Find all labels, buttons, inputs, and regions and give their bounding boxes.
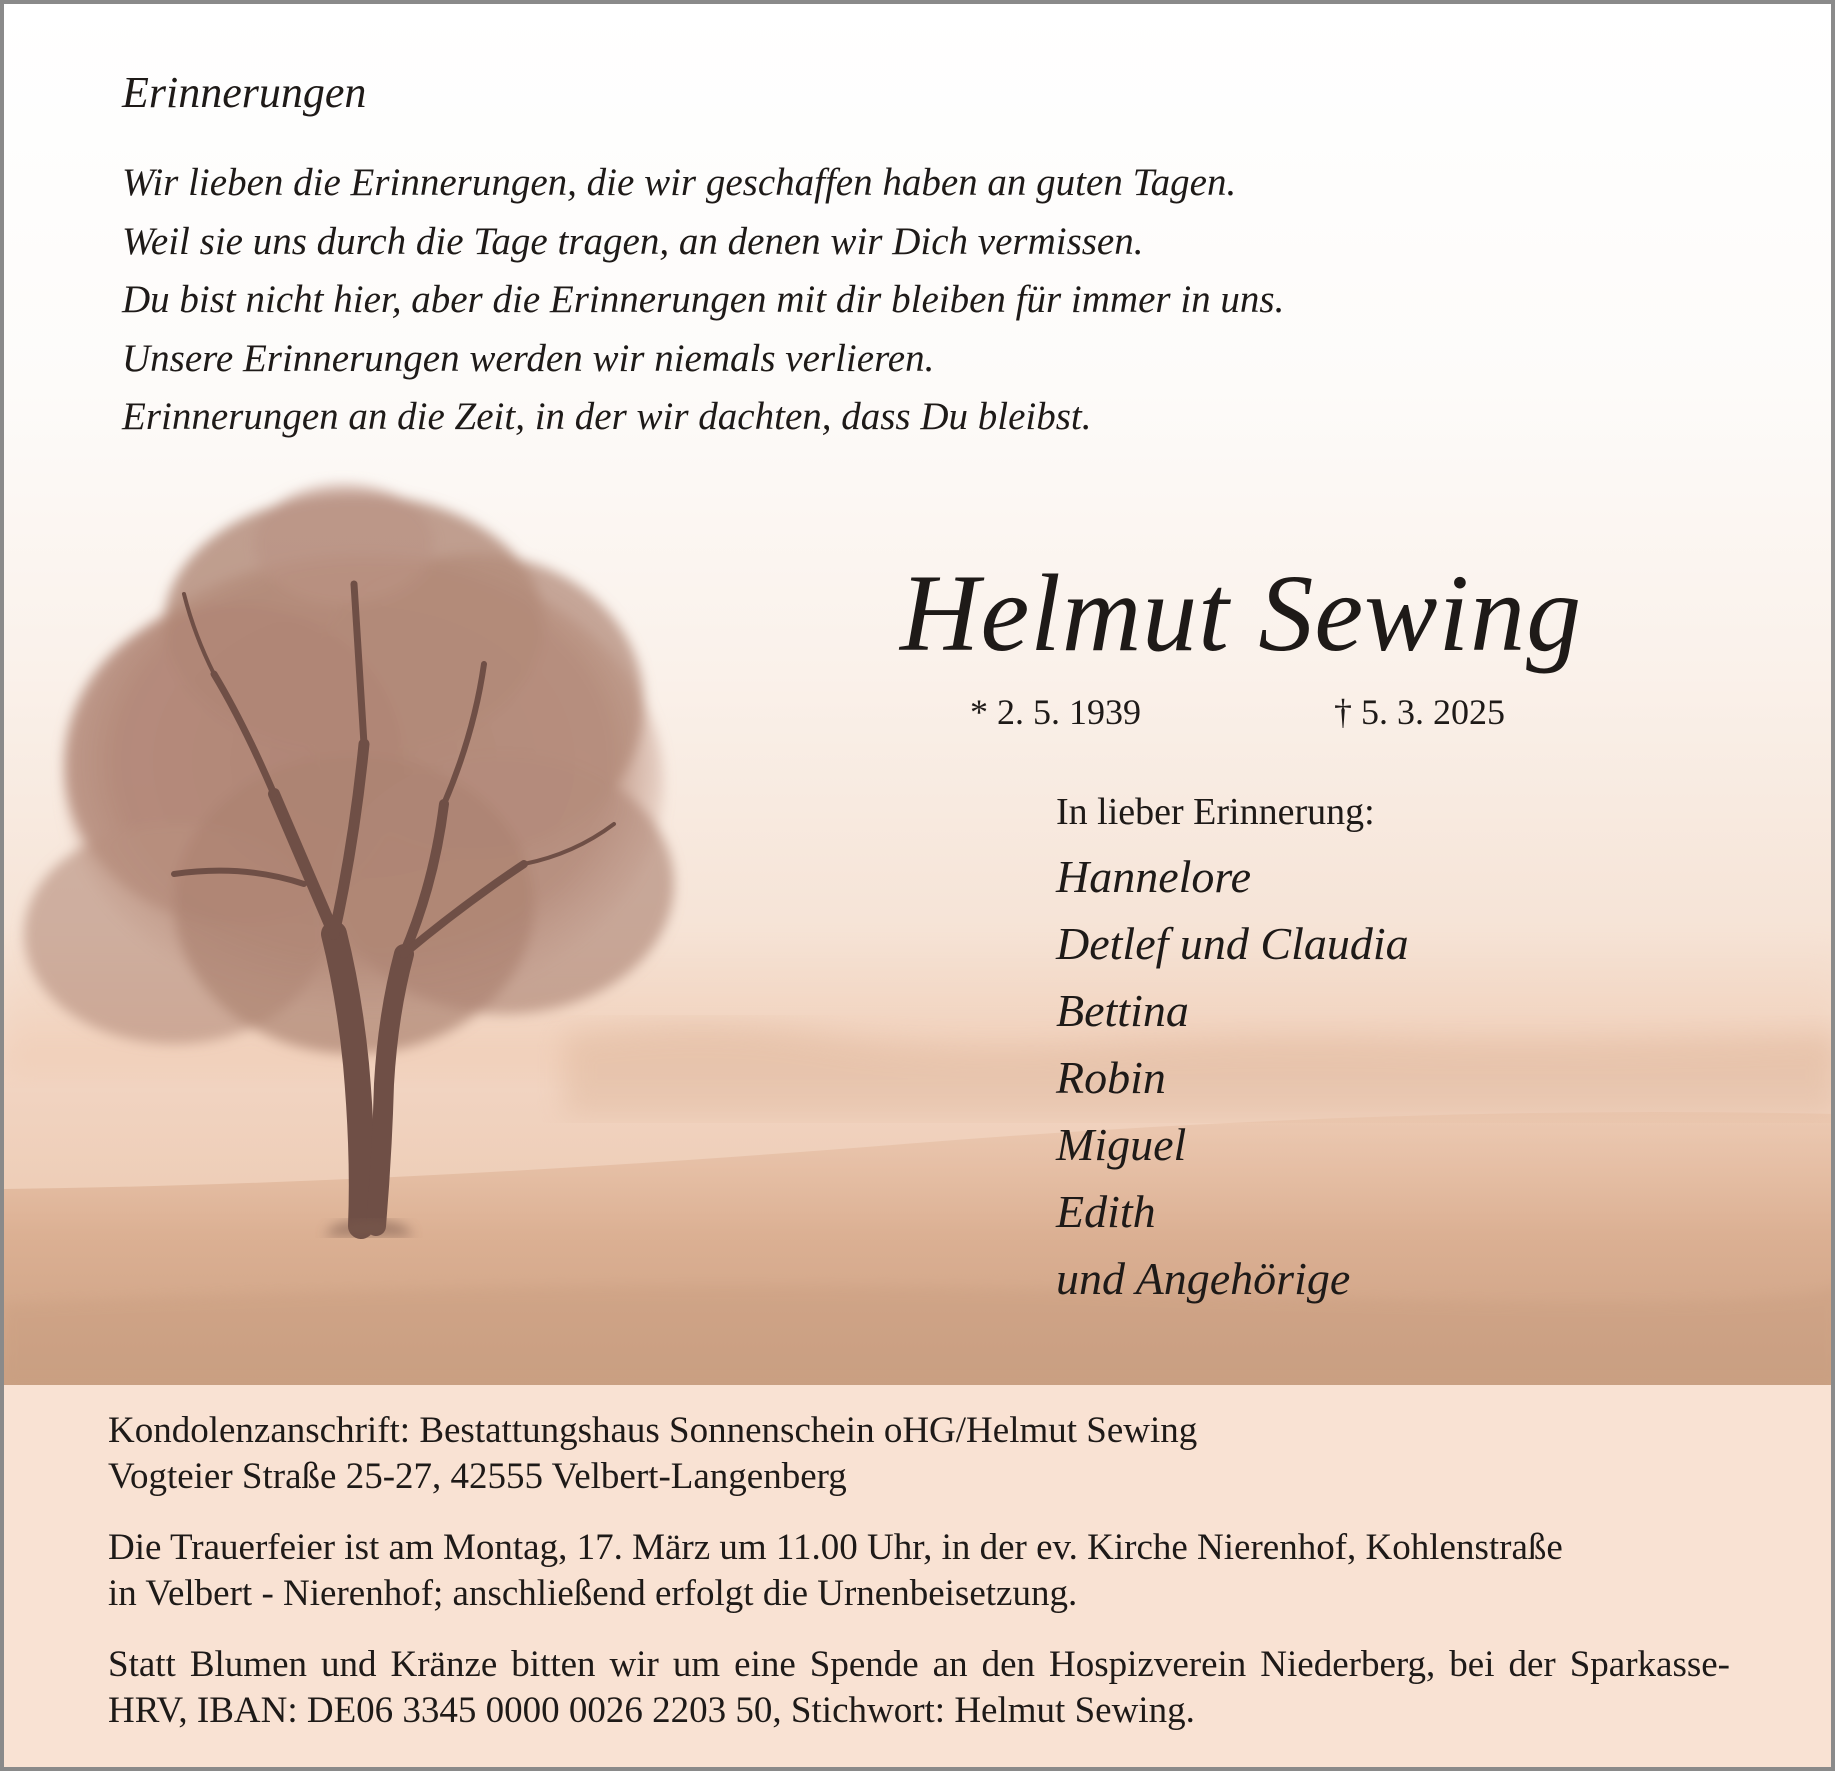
memory-label: In lieber Erinnerung:	[1056, 791, 1375, 833]
mourner-name: Bettina	[1056, 985, 1189, 1036]
mourner-name: Edith	[1056, 1186, 1156, 1237]
condolence-line: Vogteier Straße 25-27, 42555 Velbert-Langenberg	[108, 1456, 847, 1497]
mourner-name: Miguel	[1056, 1119, 1187, 1170]
mourner-name: Hannelore	[1056, 851, 1252, 902]
info-panel	[4, 1385, 1831, 1771]
poem-line: Weil sie uns durch die Tage tragen, an denen wir Dich vermissen.	[122, 219, 1144, 263]
donation-request: Statt Blumen und Kränze bitten wir um eine Spende an den Hospizverein Niederberg, bei der Sparkasse-HRV, IBAN: DE06 3345 0000 0026 2203 50, Stichwort: Helmut Sewing.	[108, 1644, 1730, 1731]
deceased-name: Helmut Sewing	[900, 552, 1583, 674]
mourners-list	[1056, 843, 1409, 1312]
mourner-name: Detlef und Claudia	[1056, 918, 1409, 969]
funeral-line: in Velbert - Nierenhof; anschließend erfolgt die Urnenbeisetzung.	[108, 1573, 1078, 1614]
poem-lines	[122, 154, 1284, 447]
condolence-address	[108, 1408, 1197, 1500]
funeral-details	[108, 1525, 1563, 1617]
poem-line: Du bist nicht hier, aber die Erinnerungen mit dir bleiben für immer in uns.	[122, 278, 1285, 321]
mourner-name: und Angehörige	[1056, 1253, 1351, 1304]
funeral-line: Die Trauerfeier ist am Montag, 17. März um 11.00 Uhr, in der ev. Kirche Nierenhof, Kohlenstraße	[108, 1527, 1563, 1568]
poem-line: Erinnerungen an die Zeit, in der wir dachten, dass Du bleibst.	[122, 395, 1092, 438]
mourner-name: Robin	[1056, 1052, 1166, 1103]
poem-title: Erinnerungen	[122, 68, 367, 117]
birth-date: * 2. 5. 1939	[970, 692, 1141, 732]
death-date: † 5. 3. 2025	[1334, 692, 1505, 732]
poem-line: Wir lieben die Erinnerungen, die wir geschaffen haben an guten Tagen.	[122, 161, 1237, 204]
condolence-line: Kondolenzanschrift: Bestattungshaus Sonnenschein oHG/Helmut Sewing	[108, 1410, 1198, 1451]
poem-line: Unsere Erinnerungen werden wir niemals verlieren.	[122, 336, 935, 380]
